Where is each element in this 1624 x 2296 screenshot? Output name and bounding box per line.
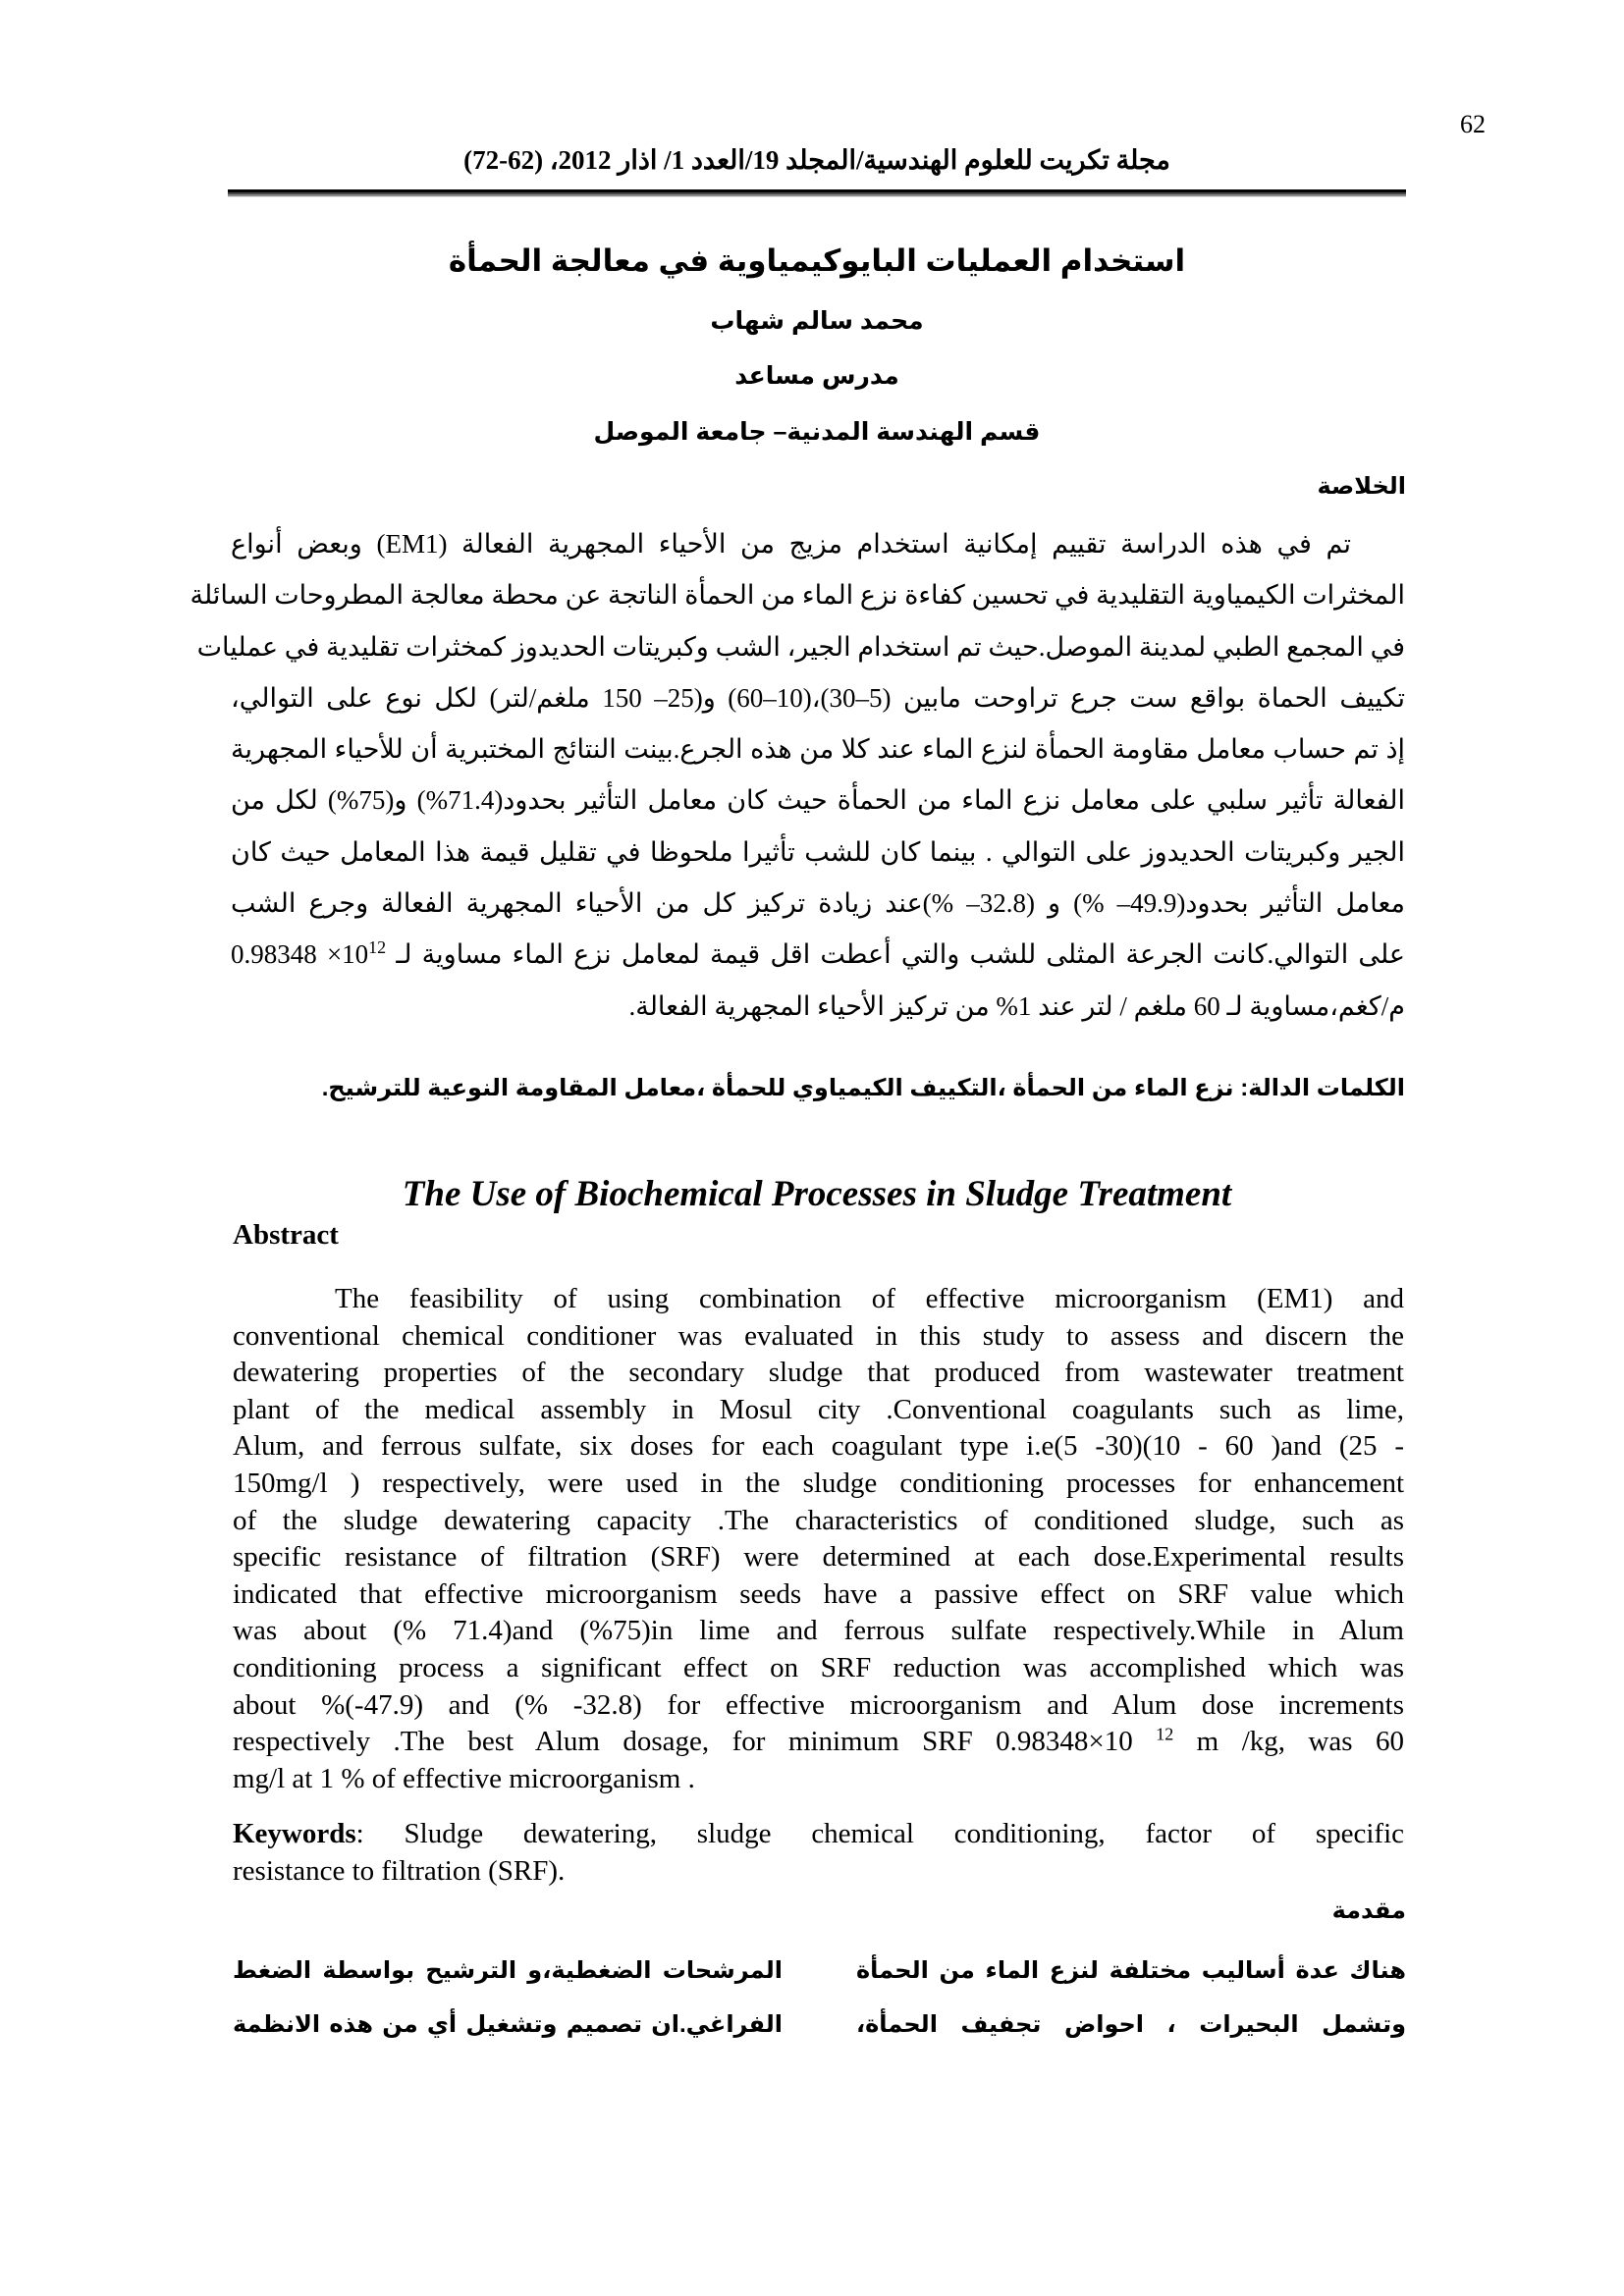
introduction-column-right (856, 1944, 1406, 2052)
english-abstract-line: dewatering properties of the secondary sludge that produced from wastewater treatment (233, 1357, 1404, 1389)
page-number: 62 (1460, 110, 1486, 138)
arabic-abstract-line: م/كغم،مساوية لـ 60 ملغم / لتر عند 1% من تركيز الأحياء المجهرية الفعالة. (628, 990, 1405, 1021)
arabic-author-position: مدرس مساعد (734, 362, 899, 390)
english-keywords-line (233, 1816, 1404, 1853)
srf-exponent: 12 (1156, 1724, 1174, 1744)
english-abstract-line: about %(-47.9) and (% -32.8) for effective microorganism and Alum dose increments (233, 1688, 1404, 1721)
arabic-abstract-line: الجير وكبريتات الحديدوز على التوالي . بينما كان للشب تأثيرا ملحوظا في تقليل قيمة هذا المعامل حيث كان (231, 836, 1405, 867)
english-abstract-line: indicated that effective microorganism seeds have a passive effect on SRF value which (233, 1577, 1404, 1610)
english-abstract-line: The feasibility of using combination of effective microorganism (EM1) and (335, 1283, 1404, 1314)
introduction-line: الفراغي.ان تصميم وتشغيل أي من هذه الانظمة (233, 2011, 783, 2038)
arabic-keywords-label: الكلمات الدالة: (1240, 1075, 1405, 1101)
english-abstract (233, 1281, 1404, 1797)
english-abstract-line: conditioning process a significant effect on SRF reduction was accomplished which was (233, 1651, 1404, 1683)
arabic-keywords-text: نزع الماء من الحمأة ،التكييف الكيمياوي للحمأة ،معامل المقاومة النوعية للترشيح. (321, 1075, 1241, 1101)
english-abstract-line: 150mg/l ) respectively, were used in the sludge conditioning processes for enhancement (233, 1467, 1404, 1499)
arabic-abstract-line-text: على التوالي.كانت الجرعة المثلى للشب والتي أعطت اقل قيمة لمعامل نزع الماء مساوية لـ (386, 939, 1405, 970)
english-keywords-text: : Sludge dewatering, sludge chemical conditioning, factor of specific (355, 1818, 1404, 1849)
arabic-abstract-line: معامل التأثير بحدود(49.9– %) و (32.8– %)عند زيادة تركيز كل من الأحياء المجهرية الفعالة وجرع الشب (231, 888, 1405, 919)
arabic-title: استخدام العمليات البايوكيمياوية في معالجة الحمأة (448, 243, 1186, 278)
english-abstract-text: m /kg, was 60 (1173, 1726, 1404, 1758)
english-abstract-line-with-value (233, 1724, 1404, 1761)
english-abstract-line: plant of the medical assembly in Mosul city .Conventional coagulants such as lime, (233, 1393, 1404, 1425)
english-abstract-line: was about (% 71.4)and (%75)in lime and ferrous sulfate respectively.While in Alum (233, 1615, 1404, 1647)
srf-mantissa: 0.98348 (231, 939, 317, 970)
journal-header: مجلة تكريت للعلوم الهندسية/المجلد 19/العدد 1/ اذار 2012، (62-72) (463, 145, 1170, 175)
introduction-heading: مقدمة (1331, 1897, 1406, 1924)
arabic-abstract (189, 518, 1405, 1032)
introduction-column-left (233, 1944, 783, 2052)
arabic-abstract-line: الفعالة تأثير سلبي على معامل نزع الماء من الحمأة حيث كان معامل التأثير بحدود(71.4%) و(75%) لكل من (231, 785, 1405, 816)
introduction-line: المرشحات الضغطية،و الترشيح بواسطة الضغط (233, 1957, 783, 1984)
arabic-keywords (231, 1074, 1405, 1102)
english-abstract-text: respectively .The best Alum dosage, for minimum SRF 0.98348×10 (233, 1726, 1157, 1758)
srf-value (231, 939, 386, 969)
srf-exponent: 12 (368, 937, 387, 958)
arabic-abstract-line: المخثرات الكيمياوية التقليدية في تحسين كفاءة نزع الماء من الحمأة الناتجة عن محطة معالجة المطروحات السائلة (189, 580, 1405, 611)
english-abstract-line: Alum, and ferrous sulfate, six doses for each coagulant type i.e(5 -30)(10 - 60 )and (25 - (233, 1430, 1404, 1463)
arabic-abstract-line-with-value (231, 929, 1405, 980)
english-abstract-line: of the sludge dewatering capacity .The characteristics of conditioned sludge, such as (233, 1504, 1404, 1536)
english-abstract-heading: Abstract (233, 1219, 339, 1251)
srf-times: ×10 (326, 939, 369, 970)
english-keywords (233, 1816, 1404, 1890)
introduction-line: هناك عدة أساليب مختلفة لنزع الماء من الحمأة (856, 1957, 1406, 1984)
arabic-abstract-line: في المجمع الطبي لمدينة الموصل.حيث تم استخدام الجير، الشب وكبريتات الحديدوز كمخثرات تقليدية في عمليات (196, 631, 1405, 662)
english-keywords-line: resistance to filtration (SRF). (233, 1854, 566, 1887)
arabic-abstract-line: تكييف الحماة بواقع ست جرع تراوحت مابين (5–30)،(10–60) و(25– 150 ملغم/لتر) لكل نوع على التوالي، (231, 682, 1405, 713)
introduction-line: وتشمل البحيرات ، احواض تجفيف الحمأة، (856, 2011, 1406, 2038)
arabic-affiliation: قسم الهندسة المدنية– جامعة الموصل (593, 418, 1041, 446)
english-keywords-label: Keywords (233, 1818, 356, 1849)
english-abstract-line: mg/l at 1 % of effective microorganism . (233, 1762, 695, 1794)
arabic-abstract-heading: الخلاصة (1317, 473, 1406, 500)
arabic-abstract-line: إذ تم حساب معامل مقاومة الحمأة لنزع الماء عند كلا من هذه الجرع.بينت النتائج المختبرية أن للأحياء المجهرية (231, 734, 1405, 765)
arabic-author: محمد سالم شهاب (710, 307, 924, 335)
english-abstract-line: conventional chemical conditioner was evaluated in this study to assess and discern the (233, 1319, 1404, 1352)
english-abstract-line: specific resistance of filtration (SRF) were determined at each dose.Experimental results (233, 1541, 1404, 1574)
arabic-abstract-line: تم في هذه الدراسة تقييم إمكانية استخدام مزيج من الأحياء المجهرية الفعالة (EM1) وبعض أنواع (231, 529, 1351, 559)
header-rule (228, 189, 1406, 197)
english-title: The Use of Biochemical Processes in Sludge Treatment (402, 1174, 1232, 1214)
